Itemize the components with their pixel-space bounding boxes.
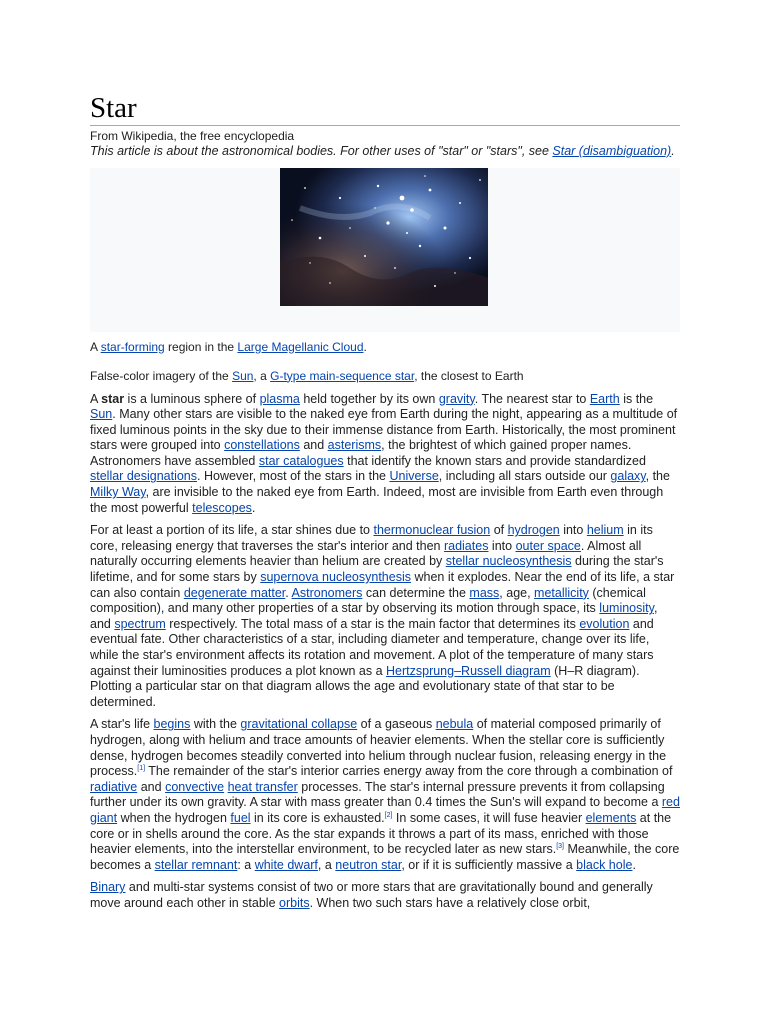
link-degenerate-matter[interactable]: degenerate matter — [183, 585, 286, 600]
link-large-magellanic-cloud[interactable]: Large Magellanic Cloud — [237, 339, 364, 354]
link-sun[interactable]: Sun — [232, 368, 254, 383]
text: . Almost all naturally occurring elements heavier than helium are created by — [90, 538, 642, 569]
text: Meanwhile, the core becomes a — [90, 842, 680, 872]
text: . However, most of the stars in the — [197, 469, 390, 484]
caption-text: False-color imagery of the — [90, 368, 233, 383]
hatnote-end: . — [671, 144, 675, 158]
caption-text: region in the — [164, 339, 238, 354]
link-plasma[interactable]: plasma — [259, 391, 300, 406]
text: . The nearest star to — [474, 391, 590, 406]
text: into — [559, 523, 587, 538]
link-evolution[interactable]: evolution — [579, 616, 630, 631]
link-binary[interactable]: Binary — [90, 880, 126, 895]
text: held together by its own — [299, 391, 439, 406]
link-constellations[interactable]: constellations — [224, 438, 300, 453]
link-mass[interactable]: mass — [469, 585, 500, 600]
link-neutron-star[interactable]: neutron star — [335, 857, 402, 872]
link-milky-way[interactable]: Milky Way — [90, 485, 146, 500]
link-g-type-main-sequence-star[interactable]: G-type main-sequence star — [270, 368, 415, 383]
article-content — [90, 92, 680, 912]
text: and multi-star systems consist of two or more stars that are gravitationally bound and generally move around each other in stable — [90, 880, 653, 910]
link-helium[interactable]: helium — [586, 523, 624, 538]
link-universe[interactable]: Universe — [389, 469, 439, 484]
link-astronomers[interactable]: Astronomers — [291, 585, 363, 600]
link-stellar-nucleosynthesis[interactable]: stellar nucleosynthesis — [445, 554, 572, 569]
text: when it explodes. Near the end of its life, a star can also contain — [90, 570, 675, 600]
link-orbits[interactable]: orbits — [279, 895, 310, 910]
text: : a — [237, 857, 255, 872]
text: , age, — [499, 585, 535, 600]
text: processes. The star's internal pressure prevents it from collapsing further under its own gravity. A star with mass greater than 0.4 times the Sun's will expand to become a — [90, 779, 665, 810]
link-gravity[interactable]: gravity — [438, 391, 475, 406]
text: , are invisible to the naked eye from Earth. Indeed, most are invisible from Earth even through the most powerful — [90, 485, 664, 515]
link-stellar-designations[interactable]: stellar designations — [90, 469, 198, 484]
text: in its core is exhausted. — [250, 810, 385, 825]
link-begins[interactable]: begins — [153, 717, 191, 732]
text: , the brightest of which gained proper names. Astronomers have assembled — [90, 438, 632, 468]
text: of a gaseous — [357, 717, 436, 732]
text: can determine the — [362, 585, 470, 600]
text: . Many other stars are visible to the naked eye from Earth during the night, appearing as a multitude of fixed luminous points in the sky due to their immense distance from Earth. Historically, the most prominent stars were grouped into — [90, 407, 678, 453]
text: of — [490, 523, 508, 538]
image-caption — [90, 340, 680, 354]
reference-link[interactable]: [2] — [384, 811, 393, 819]
hatnote-text: This article is about the astronomical bodies. For other uses of "star" or "stars", see — [90, 144, 553, 158]
link-star-forming[interactable]: star-forming — [100, 339, 165, 354]
text: with the — [190, 717, 241, 732]
sun-caption — [90, 369, 680, 383]
text: and — [299, 438, 328, 453]
caption-text: , a — [253, 368, 271, 383]
text: For at least a portion of its life, a star shines due to — [90, 523, 374, 538]
page-title: Star — [90, 92, 680, 126]
infobox-image-area — [90, 168, 680, 332]
reference-link[interactable]: [3] — [556, 842, 564, 850]
bold-term: star — [101, 391, 125, 406]
link-metallicity[interactable]: metallicity — [534, 585, 589, 600]
link-supernova-nucleosynthesis[interactable]: supernova nucleosynthesis — [260, 570, 411, 585]
link-telescopes[interactable]: telescopes — [192, 500, 252, 515]
link-thermonuclear-fusion[interactable]: thermonuclear fusion — [373, 523, 491, 538]
link-red-giant[interactable]: red giant — [90, 795, 680, 825]
text: . — [632, 857, 636, 872]
link-white-dwarf[interactable]: white dwarf — [254, 857, 318, 872]
link-nebula[interactable]: nebula — [435, 717, 474, 732]
reference-link[interactable]: [1] — [137, 765, 146, 772]
paragraph-3 — [90, 717, 680, 873]
text: at the core or in shells around the core. As the star expands it throws a part of its mass, enriched with those heavier elements, into the interstellar environment, to be recycled later as new stars. — [90, 810, 672, 857]
link-convective[interactable]: convective — [165, 779, 225, 794]
link-hertzsprung-russell-diagram[interactable]: Hertzsprung–Russell diagram — [386, 663, 551, 678]
caption-text: , the closest to Earth — [414, 368, 524, 383]
text: into — [488, 538, 516, 553]
link-earth[interactable]: Earth — [589, 391, 620, 406]
text: . — [251, 500, 256, 515]
text: and — [137, 779, 166, 794]
paragraph-4 — [90, 880, 680, 911]
text: . — [285, 585, 292, 600]
link-outer-space[interactable]: outer space — [515, 538, 581, 553]
link-heat-transfer[interactable]: heat transfer — [227, 779, 298, 794]
text: , including all stars outside our — [438, 469, 611, 484]
link-luminosity[interactable]: luminosity — [599, 601, 654, 616]
text: of material composed primarily of hydrogen, along with helium and trace amounts of heavier elements. When the stellar core is sufficiently dense, hydrogen becomes steadily converted into helium through nuclear fusion, releasing energy in the process. — [90, 717, 667, 779]
site-tagline: From Wikipedia, the free encyclopedia — [90, 129, 295, 143]
text: . When two such stars have a relatively close orbit, — [309, 895, 591, 910]
link-fuel[interactable]: fuel — [230, 810, 251, 825]
link-sun[interactable]: Sun — [90, 407, 113, 422]
text: (H–R diagram). Plotting a particular star on that diagram allows the age and evolutionary state of that star to be determined. — [90, 663, 640, 709]
link-gravitational-collapse[interactable]: gravitational collapse — [240, 717, 358, 732]
text: in its core, releasing energy that traverses the star's interior and then — [90, 523, 653, 553]
text: is the — [619, 391, 654, 406]
link-hydrogen[interactable]: hydrogen — [507, 523, 560, 538]
text: , a — [317, 857, 336, 872]
text: A — [90, 391, 102, 406]
hatnote — [90, 144, 680, 160]
link-radiates[interactable]: radiates — [443, 538, 489, 553]
text: during the star's lifetime, and for some stars by — [90, 554, 664, 585]
paragraph-2 — [90, 523, 680, 710]
star-forming-region-image[interactable] — [280, 168, 488, 306]
text: In some cases, it will fuse heavier — [392, 810, 586, 825]
reference-3[interactable] — [556, 843, 564, 850]
text: (chemical composition), and many other properties of a star by observing its motion through space, its — [90, 585, 646, 616]
text: is a luminous sphere of — [124, 391, 260, 406]
article-body — [90, 392, 680, 912]
text: when the hydrogen — [117, 810, 231, 825]
link-star-catalogues[interactable]: star catalogues — [258, 453, 344, 468]
text: , or if it is sufficiently massive a — [401, 857, 577, 872]
reference-1[interactable] — [137, 765, 145, 772]
text: and eventual fate. Other characteristics of a star, including diameter and temperature, change over its life, while the star's environment affects its rotation and movement. A plot of the temperature of many stars against their luminosities produces a plot known as a — [90, 616, 654, 678]
link-radiative[interactable]: radiative — [90, 779, 138, 794]
link-elements[interactable]: elements — [585, 810, 637, 825]
text: A star's life — [90, 717, 154, 732]
caption-text: A — [90, 339, 101, 354]
paragraph-1 — [90, 392, 680, 517]
text: that identify the known stars and provide standardized — [343, 453, 646, 468]
disambiguation-link[interactable]: Star (disambiguation) — [552, 144, 672, 158]
link-asterisms[interactable]: asterisms — [327, 438, 382, 453]
link-spectrum[interactable]: spectrum — [114, 616, 166, 631]
link-black-hole[interactable]: black hole — [576, 857, 633, 872]
text: respectively. The total mass of a star is the main factor that determines its — [165, 616, 580, 631]
caption-text: . — [363, 339, 367, 354]
text: , and — [90, 601, 658, 631]
link-stellar-remnant[interactable]: stellar remnant — [154, 857, 238, 872]
text: The remainder of the star's interior carries energy away from the core through a combination of — [145, 764, 673, 779]
text: , the — [645, 469, 670, 484]
link-galaxy[interactable]: galaxy — [610, 469, 646, 484]
